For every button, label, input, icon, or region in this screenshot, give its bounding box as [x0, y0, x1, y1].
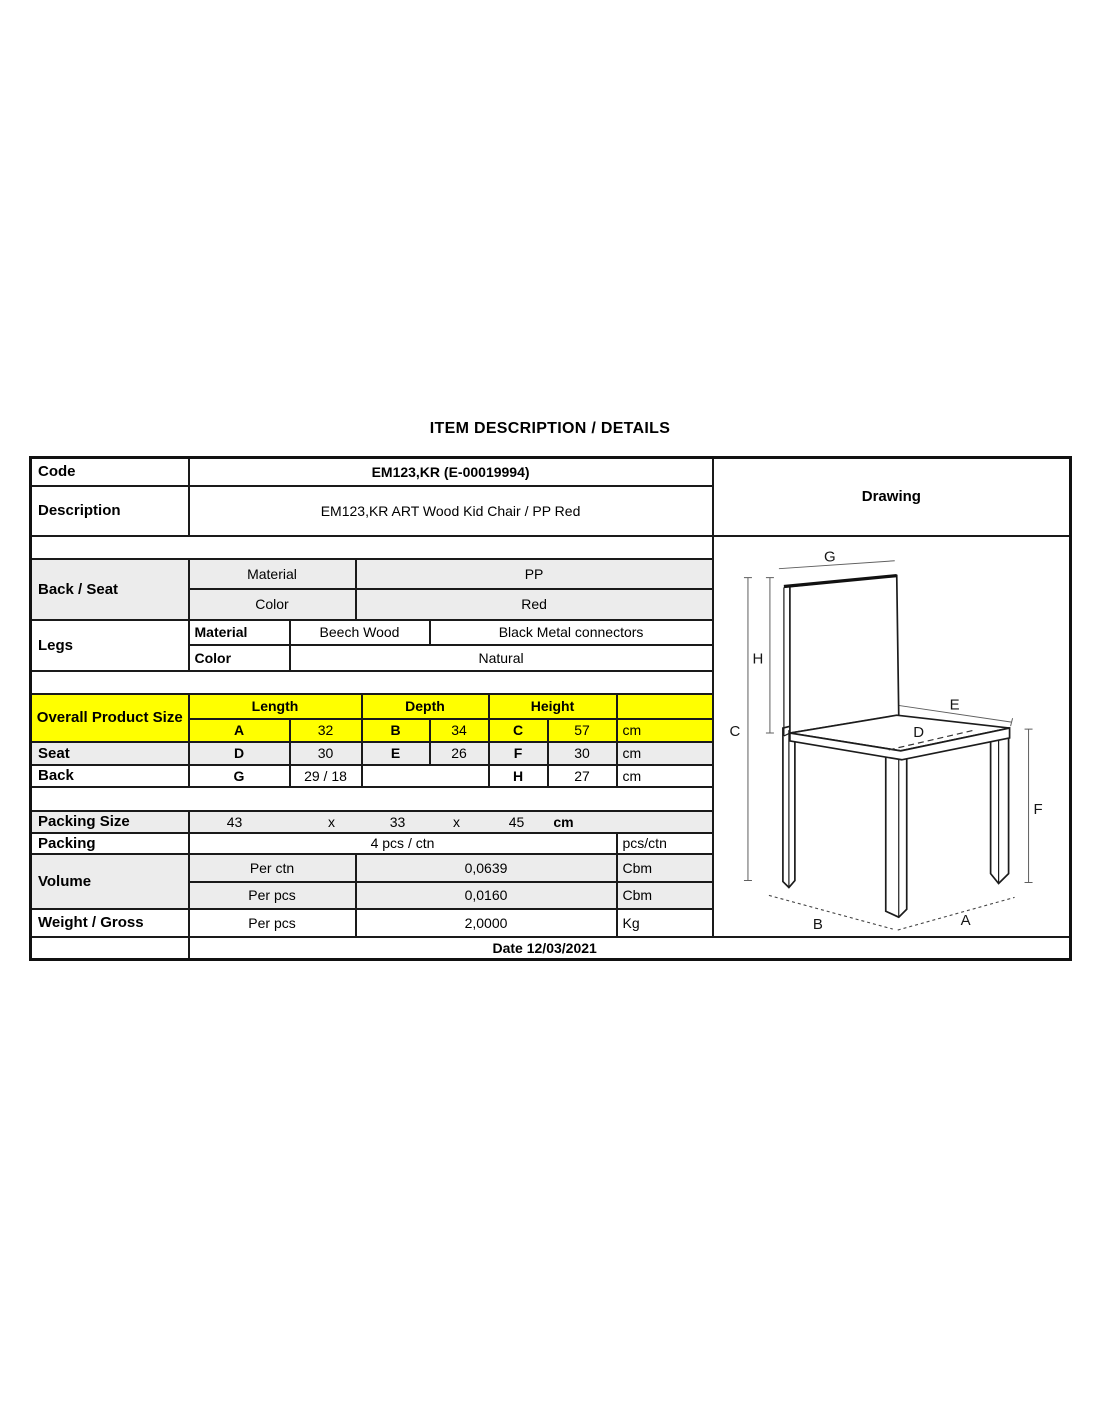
packing-size-unit: cm [553, 813, 574, 830]
size-depth-header: Depth [362, 694, 489, 719]
size-value: 30 [290, 742, 362, 765]
legs-material-label: Material [189, 620, 290, 645]
size-key: F [489, 742, 548, 765]
size-unit: cm [617, 742, 713, 765]
dim-label-A: A [960, 912, 971, 929]
dim-label-H: H [752, 651, 763, 668]
dim-label-G: G [823, 549, 836, 566]
weight-per-label: Per pcs [189, 909, 356, 937]
dim-line-G [779, 560, 895, 568]
packing-size-v2: 33 [389, 813, 406, 830]
per-ctn-label: Per ctn [189, 854, 356, 882]
code-value: EM123,KR (E-00019994) [189, 458, 713, 486]
per-ctn-value: 0,0639 [356, 854, 617, 882]
packing-value: 4 pcs / ctn [189, 833, 617, 854]
size-value: 29 / 18 [290, 765, 362, 787]
legs-material-value-1: Beech Wood [290, 620, 430, 645]
size-value: 26 [430, 742, 489, 765]
per-ctn-unit: Cbm [617, 854, 713, 882]
dim-label-D: D [912, 724, 924, 741]
dim-label-C: C [729, 723, 740, 740]
spacer-cell [31, 536, 713, 559]
per-pcs-unit: Cbm [617, 882, 713, 909]
size-length-header: Length [189, 694, 362, 719]
back-row-label: Back [31, 765, 189, 787]
packing-size-values [189, 811, 713, 833]
packing-size-x2: x [453, 813, 460, 830]
legs-color-value: Natural [290, 645, 713, 671]
size-header-empty-cell [617, 694, 713, 719]
date-row [31, 937, 1071, 960]
size-value: 30 [548, 742, 617, 765]
size-key: C [489, 719, 548, 742]
size-empty-cell [362, 765, 489, 787]
spacer-cell [31, 787, 713, 811]
dim-line-B [769, 895, 893, 929]
size-value: 34 [430, 719, 489, 742]
chair-backrest-thickness [784, 586, 790, 736]
spec-table [29, 456, 1072, 961]
size-value: 57 [548, 719, 617, 742]
packing-size-x1: x [328, 813, 335, 830]
weight-value: 2,0000 [356, 909, 617, 937]
spacer-cell [31, 671, 713, 694]
weight-unit: Kg [617, 909, 713, 937]
legs-label: Legs [31, 620, 189, 671]
size-key: E [362, 742, 430, 765]
packing-size-label: Packing Size [31, 811, 189, 833]
packing-label: Packing [31, 833, 189, 854]
weight-label: Weight / Gross [31, 909, 189, 937]
chair-right-leg [990, 728, 1008, 883]
dim-label-E: E [949, 696, 960, 713]
size-unit: cm [617, 719, 713, 742]
back-seat-label: Back / Seat [31, 559, 189, 620]
dim-label-F: F [1033, 801, 1043, 818]
back-seat-material-value: PP [356, 559, 713, 589]
back-seat-color-label: Color [189, 589, 356, 620]
legs-color-label: Color [189, 645, 290, 671]
dim-line-F [1024, 729, 1032, 882]
size-key: A [189, 719, 290, 742]
size-unit: cm [617, 765, 713, 787]
page-title: ITEM DESCRIPTION / DETAILS [429, 420, 671, 437]
size-value: 32 [290, 719, 362, 742]
size-height-header: Height [489, 694, 617, 719]
date-value: Date 12/03/2021 [189, 937, 1071, 960]
date-empty-cell [31, 937, 189, 960]
chair-front-leg [885, 743, 906, 916]
size-key: G [189, 765, 290, 787]
packing-size-v1: 43 [226, 813, 243, 830]
description-value: EM123,KR ART Wood Kid Chair / PP Red [189, 486, 713, 536]
description-label: Description [31, 486, 189, 536]
size-key: H [489, 765, 548, 787]
drawing-header: Drawing [713, 458, 1071, 536]
size-corner-label: Overall Product Size [31, 694, 189, 742]
per-pcs-label: Per pcs [189, 882, 356, 909]
back-seat-color-value: Red [356, 589, 713, 620]
code-row [31, 458, 1071, 486]
chair-backrest [790, 575, 899, 732]
size-key: D [189, 742, 290, 765]
drawing-area [713, 536, 1071, 937]
per-pcs-value: 0,0160 [356, 882, 617, 909]
seat-row-label: Seat [31, 742, 189, 765]
dim-label-B: B [812, 916, 823, 933]
dim-line-A [897, 897, 1014, 930]
chair-drawing [714, 537, 1070, 936]
back-seat-material-label: Material [189, 559, 356, 589]
legs-material-value-2: Black Metal connectors [430, 620, 713, 645]
volume-label: Volume [31, 854, 189, 909]
spacer-row [31, 536, 1071, 559]
code-label: Code [31, 458, 189, 486]
dim-line-H [766, 577, 774, 732]
size-key: B [362, 719, 430, 742]
packing-unit: pcs/ctn [617, 833, 713, 854]
size-value: 27 [548, 765, 617, 787]
packing-size-v3: 45 [508, 813, 525, 830]
dim-line-C [744, 577, 752, 880]
